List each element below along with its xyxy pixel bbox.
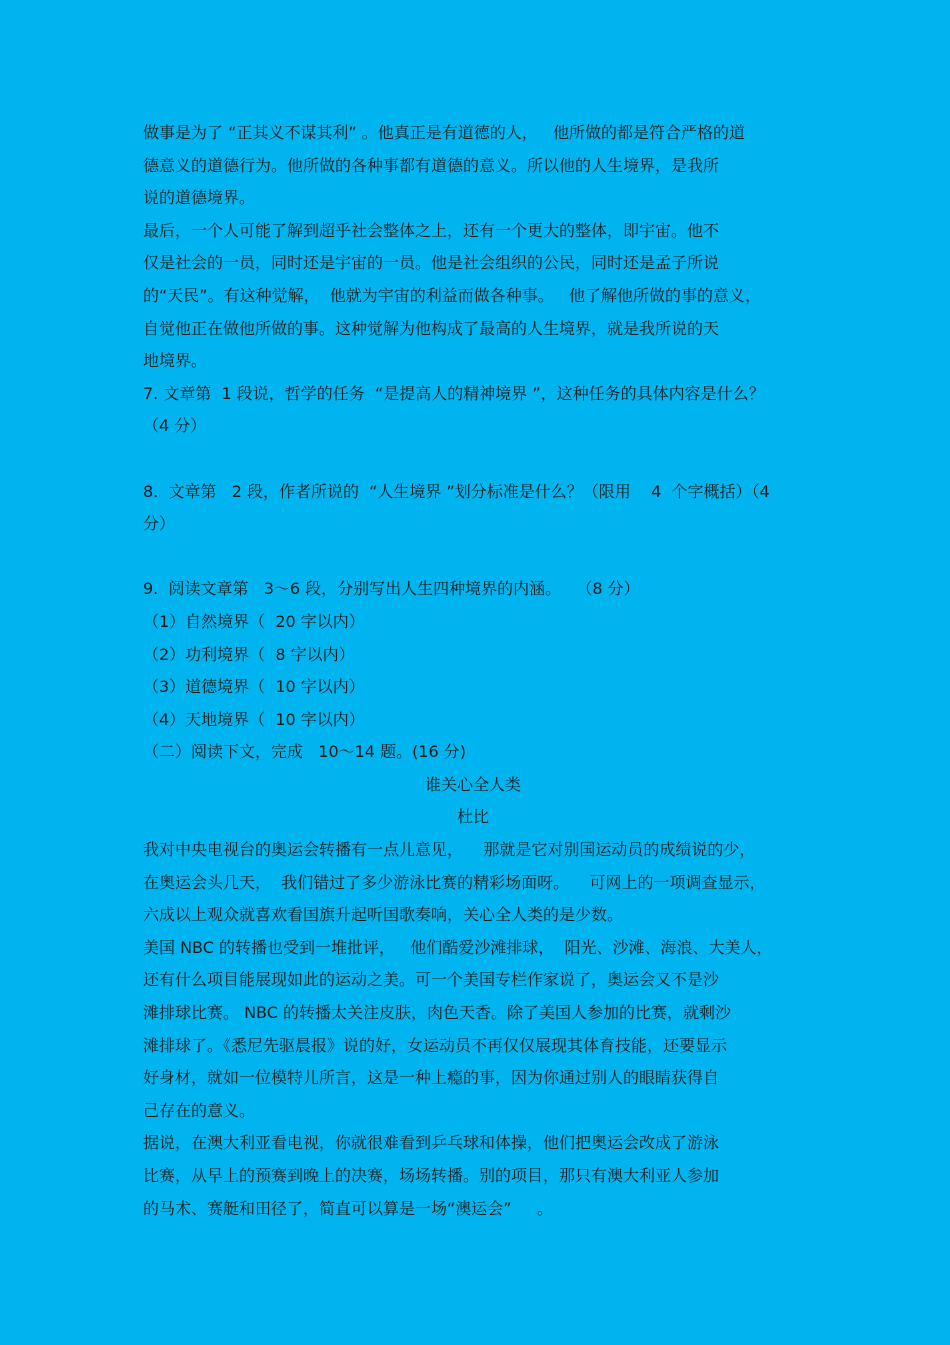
- question-9: [143, 573, 813, 769]
- article-title: 谁关心全人类: [424, 774, 521, 794]
- text-line: 9. 阅读文章第 3～6 段，分别写出人生四种境界的内涵。 （8 分）: [143, 579, 640, 599]
- document-page: [143, 117, 813, 1225]
- text-line: 美国 NBC 的转播也受到一堆批评， 他们酷爱沙滩排球， 阳光、沙滩、海浪、大美人，: [143, 937, 773, 957]
- text-line: 分）: [143, 514, 176, 534]
- question-7-points: （4 分）: [143, 416, 207, 436]
- text-line: 滩排球了。《悉尼先驱晨报》说的好，女运动员不再仅仅展现其体育技能，还要显示: [143, 1035, 728, 1055]
- text-line: 在奥运会头几天， 我们错过了多少游泳比赛的精彩场面呀。 可网上的一项调查显示，: [143, 872, 766, 892]
- section-heading: （二）阅读下文，完成 10～14 题。(16 分): [143, 742, 466, 762]
- sub-question: （4）天地境界（ 10 字以内）: [143, 709, 365, 729]
- text-line: 说的道德境界。: [143, 188, 256, 208]
- text-line: 仅是社会的一员，同时还是宇宙的一员。他是社会组织的公民，同时还是孟子所说: [143, 253, 720, 273]
- text-line: 我对中央电视台的奥运会转播有一点儿意见， 那就是它对别国运动员的成绩说的少，: [143, 840, 756, 860]
- text-line: 还有什么项目能展现如此的运动之美。可一个美国专栏作家说了，奥运会又不是沙: [143, 970, 720, 990]
- text-line: 的马术、赛艇和田径了，简直可以算是一场“澳运会” 。: [143, 1198, 554, 1218]
- article-body: [143, 834, 813, 1225]
- text-line: 8. 文章第 2 段，作者所说的 “人生境界 ”划分标准是什么？（限用 4 个字概括）（4: [143, 481, 770, 501]
- sub-question: （3）道德境界（ 10 字以内）: [143, 677, 365, 697]
- answer-space: [143, 443, 813, 476]
- answer-space: [143, 541, 813, 574]
- text-line: 地境界。: [143, 351, 208, 371]
- text-line: 自觉他正在做他所做的事。这种觉解为他构成了最高的人生境界，就是我所说的天: [143, 318, 720, 338]
- text-line: 六成以上观众就喜欢看国旗升起听国歌奏响，关心全人类的是少数。: [143, 905, 624, 925]
- sub-question: （2）功利境界（ 8 字以内）: [143, 644, 355, 664]
- text-line: 德意义的道德行为。他所做的各种事都有道德的意义。所以他的人生境界，是我所: [143, 155, 720, 175]
- text-line: 最后，一个人可能了解到超乎社会整体之上，还有一个更大的整体，即宇宙。他不: [143, 220, 720, 240]
- question-7: 7. 文章第 1 段说，哲学的任务 “是提高人的精神境界 ”，这种任务的具体内容是什么？: [143, 383, 765, 403]
- question-8: [143, 476, 813, 541]
- article-author: 杜比: [456, 807, 489, 827]
- sub-question: （1）自然境界（ 20 字以内）: [143, 611, 365, 631]
- text-line: 好身材，就如一位模特儿所言，这是一种上瘾的事，因为你通过别人的眼睛获得自: [143, 1068, 720, 1088]
- text-line: 己存在的意义。: [143, 1100, 256, 1120]
- text-line: 滩排球比赛。 NBC 的转播太关注皮肤，肉色天香。除了美国人参加的比赛，就剩沙: [143, 1003, 732, 1023]
- text-line: 比赛，从早上的预赛到晚上的决赛，场场转播。别的项目，那只有澳大利亚人参加: [143, 1166, 720, 1185]
- text-line: 的“天民”。有这种觉解， 他就为宇宙的利益而做各种事。 他了解他所做的事的意义，: [143, 285, 762, 305]
- essay-passage-end: [143, 117, 813, 443]
- text-line: 做事是为了 “正其义不谋其利” 。他真正是有道德的人， 他所做的都是符合严格的道: [143, 123, 746, 142]
- text-line: 据说，在澳大利亚看电视，你就很难看到乒乓球和体操，他们把奥运会改成了游泳: [143, 1133, 720, 1153]
